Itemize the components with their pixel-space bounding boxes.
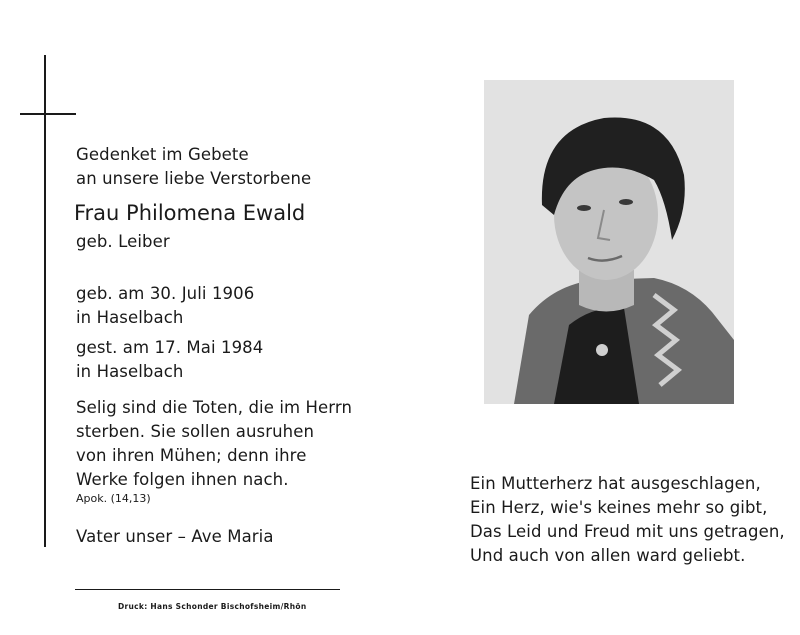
portrait-photo — [484, 80, 734, 404]
poem-line-1: Ein Mutterherz hat ausgeschlagen, — [470, 474, 761, 493]
death-date: gest. am 17. Mai 1984 — [76, 338, 264, 357]
death-place: in Haselbach — [76, 362, 184, 381]
intro-line-1: Gedenket im Gebete — [76, 145, 249, 164]
deceased-name: Frau Philomena Ewald — [74, 201, 306, 225]
birth-date: geb. am 30. Juli 1906 — [76, 284, 255, 303]
scripture-line-2: sterben. Sie sollen ausruhen — [76, 422, 315, 441]
poem-line-2: Ein Herz, wie's keines mehr so gibt, — [470, 498, 768, 517]
printer-credit: Druck: Hans Schonder Bischofsheim/Rhön — [118, 602, 307, 611]
poem — [470, 472, 785, 568]
cross-horizontal-bar — [20, 113, 76, 115]
scripture-line-3: von ihren Mühen; denn ihre — [76, 446, 307, 465]
cross-vertical-bar — [44, 55, 46, 547]
scripture-reference: Apok. (14,13) — [76, 492, 151, 505]
maiden-name: geb. Leiber — [76, 232, 170, 251]
portrait-illustration — [484, 80, 734, 404]
prayers: Vater unser – Ave Maria — [76, 527, 274, 546]
poem-line-3: Das Leid und Freud mit uns getragen, — [470, 522, 785, 541]
intro-line-2: an unsere liebe Verstorbene — [76, 169, 312, 188]
scripture-line-4: Werke folgen ihnen nach. — [76, 470, 289, 489]
scripture-line-1: Selig sind die Toten, die im Herrn — [76, 398, 353, 417]
birth-place: in Haselbach — [76, 308, 184, 327]
poem-line-4: Und auch von allen ward geliebt. — [470, 546, 746, 565]
divider-line — [75, 589, 340, 590]
